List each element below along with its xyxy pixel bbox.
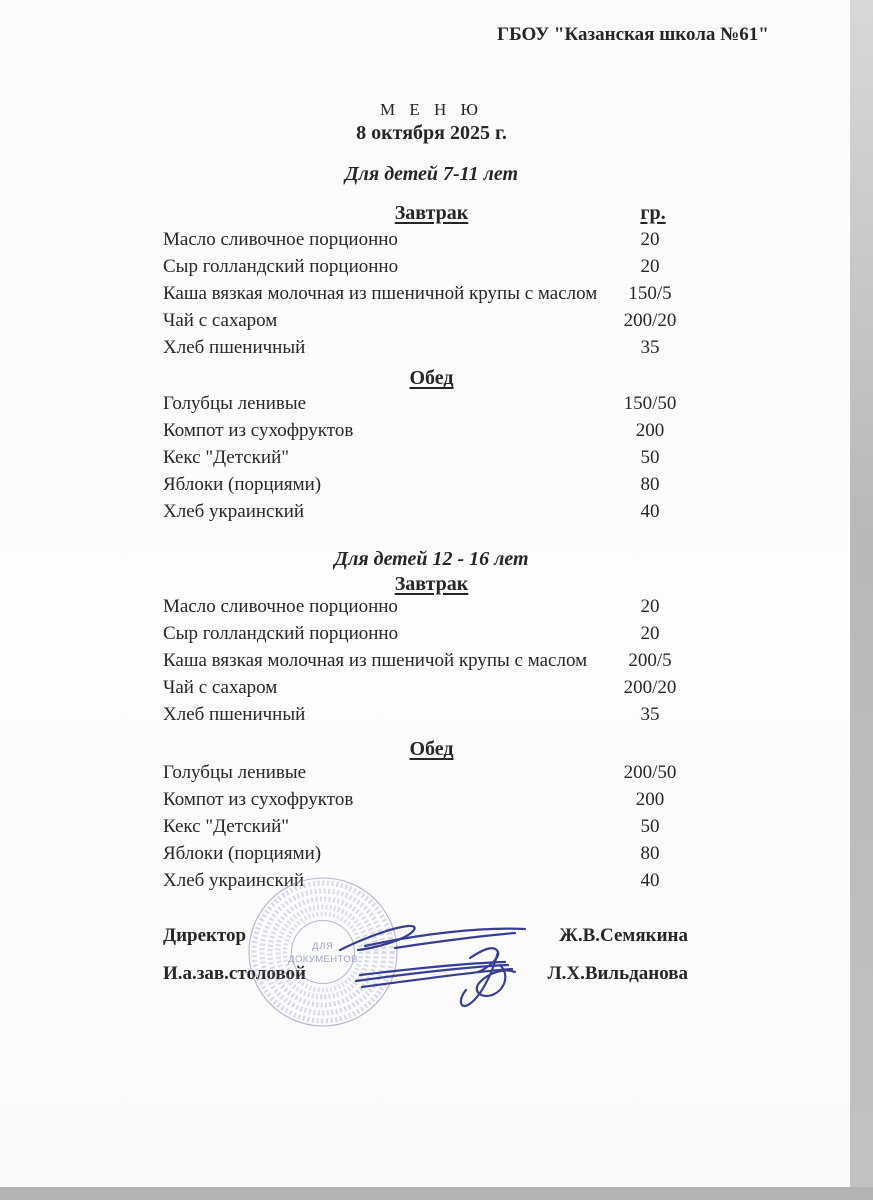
menu-item-qty: 150/50 [623,393,677,414]
menu-item-qty: 40 [640,870,660,891]
menu-item-name: Яблоки (порциями) [163,474,322,495]
menu-item-qty: 200 [635,420,665,441]
stamp-center-text-line1: ДЛЯ [312,941,334,951]
menu-item-row [163,447,700,474]
menu-item-row [163,337,700,364]
breakfast-1-rows [163,229,700,364]
scan-edge-right [850,0,873,1200]
group-title-12-16: Для детей 12 - 16 лет [334,548,529,570]
menu-item-name: Яблоки (порциями) [163,843,322,864]
menu-item-name: Кекс "Детский" [163,816,289,837]
menu-item-qty: 80 [640,843,660,864]
menu-item-row [163,283,700,310]
grams-column-header: гр. [640,202,666,224]
section-heading-breakfast-2 [163,573,746,596]
menu-item-name: Хлеб украинский [163,870,305,891]
menu-item-row [163,474,700,501]
menu-item-qty: 20 [640,229,660,250]
menu-item-row [163,256,700,283]
scan-edge-bottom [0,1187,873,1200]
signature-canteen-head-ink [356,948,515,1006]
section-heading-label: Обед [409,738,454,760]
section-heading-label: Завтрак [394,573,469,595]
menu-item-qty: 35 [640,704,660,725]
menu-item-row [163,596,700,623]
menu-item-qty: 20 [640,256,660,277]
menu-item-name: Каша вязкая молочная из пшеничной крупы с маслом [163,283,598,304]
menu-item-name: Масло сливочное порционно [163,229,398,250]
menu-item-name: Хлеб пшеничный [163,337,306,358]
menu-item-qty: 50 [640,447,660,468]
menu-item-name: Хлеб пшеничный [163,704,306,725]
section-heading-label: Завтрак [394,202,469,224]
stamp-and-signatures-overlay [240,870,580,1040]
menu-item-name: Сыр голландский порционно [163,256,399,277]
menu-item-row [163,310,700,337]
stamp-center-text-line2: ДОКУМЕНТОВ [288,954,358,965]
menu-item-qty: 80 [640,474,660,495]
menu-title: М Е Н Ю [380,100,483,119]
section-heading-label: Обед [409,367,454,389]
signer-role: И.а.зав.столовой [163,963,306,984]
menu-item-name: Каша вязкая молочная из пшеничой крупы с маслом [163,650,588,671]
menu-item-qty: 40 [640,501,660,522]
menu-item-row [163,650,700,677]
lunch-1-rows [163,393,700,528]
signer-role: Директор [163,925,247,946]
menu-item-row [163,229,700,256]
menu-item-row [163,677,700,704]
group-title-7-11: Для детей 7-11 лет [344,163,519,185]
menu-item-row [163,393,700,420]
menu-item-qty: 200/5 [628,650,672,671]
menu-date: 8 октября 2025 г. [356,122,507,144]
menu-item-row [163,623,700,650]
menu-item-row [163,501,700,528]
menu-item-row [163,843,700,870]
menu-item-qty: 50 [640,816,660,837]
signer-name: Л.Х.Вильданова [547,963,688,984]
menu-item-qty: 200/20 [623,310,677,331]
menu-item-qty: 20 [640,623,660,644]
menu-item-qty: 20 [640,596,660,617]
menu-item-name: Масло сливочное порционно [163,596,398,617]
section-heading-lunch-2 [163,738,746,761]
menu-item-name: Сыр голландский порционно [163,623,399,644]
menu-item-row [163,704,700,731]
menu-item-name: Голубцы ленивые [163,762,307,783]
menu-item-row [163,789,700,816]
menu-item-row [163,762,700,789]
menu-item-name: Голубцы ленивые [163,393,307,414]
menu-item-qty: 200/20 [623,677,677,698]
signature-director-ink [340,926,525,950]
menu-item-name: Чай с сахаром [163,310,278,331]
signer-name: Ж.В.Семякина [559,925,688,946]
menu-item-row [163,420,700,447]
menu-item-qty: 150/5 [628,283,672,304]
menu-item-name: Чай с сахаром [163,677,278,698]
breakfast-2-rows [163,596,700,731]
menu-item-name: Компот из сухофруктов [163,789,354,810]
menu-item-name: Хлеб украинский [163,501,305,522]
menu-item-qty: 200/50 [623,762,677,783]
menu-item-name: Кекс "Детский" [163,447,289,468]
org-header: ГБОУ "Казанская школа №61" [497,24,769,45]
section-heading-lunch-1 [163,367,746,390]
menu-item-row [163,816,700,843]
menu-item-name: Компот из сухофруктов [163,420,354,441]
menu-item-qty: 35 [640,337,660,358]
round-stamp [249,878,397,1026]
menu-item-qty: 200 [635,789,665,810]
